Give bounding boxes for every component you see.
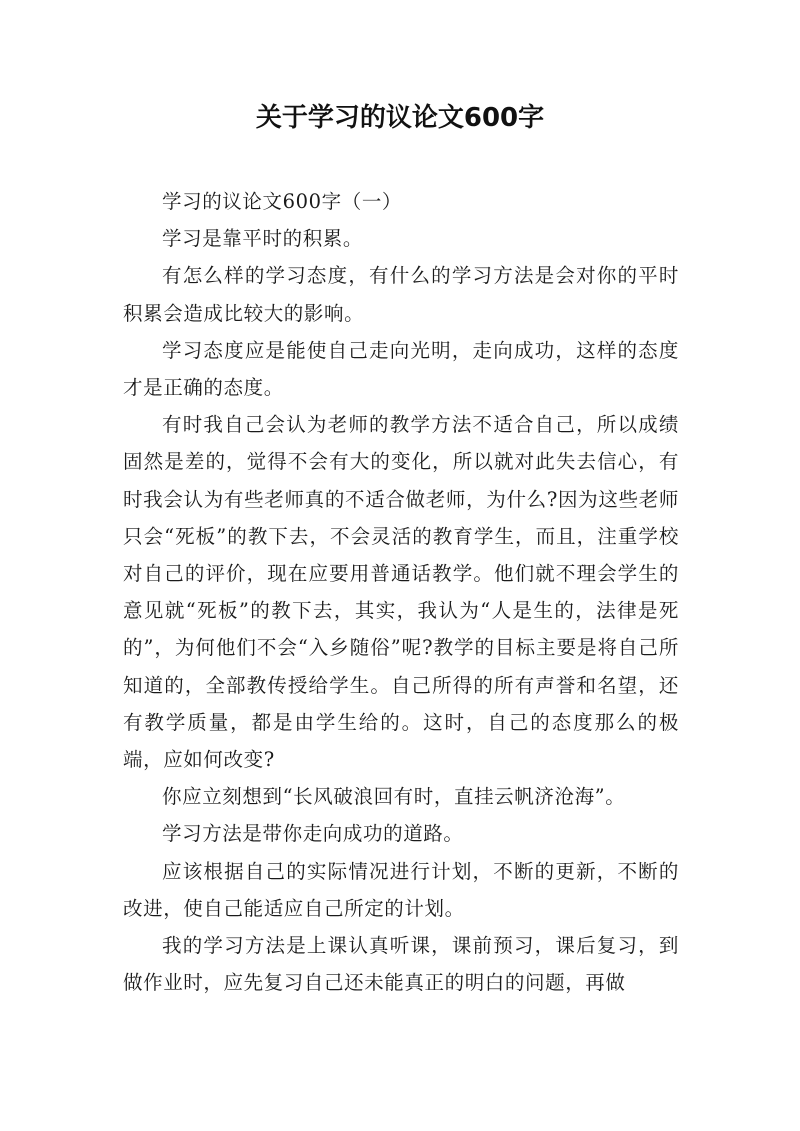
document-body [123, 183, 679, 1001]
paragraph: 你应立刻想到“长风破浪回有时，直挂云帆济沧海”。 [162, 785, 626, 809]
paragraph: 有怎么样的学习态度，有什么的学习方法是会对你的平时积累会造成比较大的影响。 [123, 264, 679, 325]
paragraph: 应该根据自己的实际情况进行计划，不断的更新，不断的改进，使自己能适应自己所定的计划。 [123, 859, 679, 920]
paragraph: 我的学习方法是上课认真听课，课前预习，课后复习，到做作业时，应先复习自己还未能真正的明白的问题，再做 [123, 934, 679, 995]
paragraph: 学习态度应是能使自己走向光明，走向成功，这样的态度才是正确的态度。 [123, 338, 679, 400]
document-title: 关于学习的议论文600字 [255, 103, 545, 133]
paragraph-subtitle: 学习的议论文600字（一） [162, 190, 403, 213]
paragraph: 学习是靠平时的积累。 [162, 227, 364, 251]
paragraph: 学习方法是带你走向成功的道路。 [162, 822, 464, 846]
paragraph: 有时我自己会认为老师的教学方法不适合自己，所以成绩固然是差的，觉得不会有大的变化，所以就对此失去信心，有时我会认为有些老师真的不适合做老师，为什么?因为这些老师只会“死板”的教下去，不会灵活的教育学生，而且，注重学校对自己的评价，现在应要用普通话教学。他们就不理会学生的意见就“死板”的教下去，其实，我认为“人是生的，法律是死的”，为何他们不会“入乡随俗”呢?教学的目标主要是将自己所知道的，全部教传授给学生。自己所得的所有声誉和名望，还有教学质量，都是由学生给的。这时，自己的态度那么的极端，应如何改变? [123, 413, 679, 772]
